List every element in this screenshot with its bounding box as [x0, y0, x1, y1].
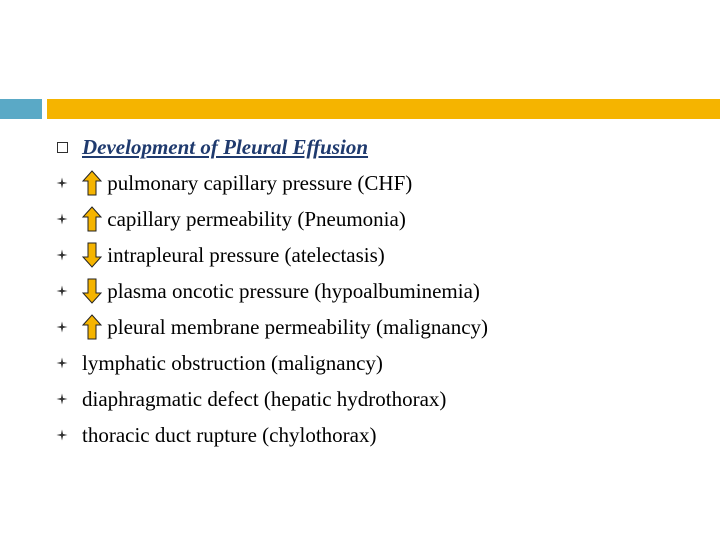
diamond-bullet-icon [50, 382, 74, 416]
list-item-content [82, 238, 385, 272]
heading-row [50, 130, 710, 166]
list-item [50, 346, 710, 382]
list-item [50, 274, 710, 310]
list-item-content [82, 418, 376, 452]
diamond-bullet-icon [50, 202, 74, 236]
slide-heading: Development of Pleural Effusion [82, 135, 369, 159]
list-item-content [82, 382, 446, 416]
diamond-bullet-icon [50, 166, 74, 200]
up-arrow-icon [82, 206, 102, 232]
list-item-content [82, 274, 480, 308]
list-item-label: thoracic duct rupture (chylothorax) [82, 423, 377, 447]
list-item [50, 382, 710, 418]
list-item [50, 166, 710, 202]
list-item-content [82, 202, 406, 236]
items-container [50, 166, 710, 454]
diamond-bullet-icon [50, 238, 74, 272]
bullet-list [50, 130, 710, 454]
diamond-bullet-icon [50, 310, 74, 344]
square-bullet-icon [50, 130, 74, 164]
diamond-bullet-icon [50, 346, 74, 380]
list-item-label: pulmonary capillary pressure (CHF) [107, 171, 413, 195]
diamond-bullet-icon [50, 418, 74, 452]
list-item-label: capillary permeability (Pneumonia) [107, 207, 406, 231]
up-arrow-icon [82, 170, 102, 196]
diamond-bullet-icon [50, 274, 74, 308]
list-item-label: pleural membrane permeability (malignancy) [107, 315, 489, 339]
list-item [50, 238, 710, 274]
list-item-label: intrapleural pressure (atelectasis) [107, 243, 385, 267]
list-item [50, 202, 710, 238]
down-arrow-icon [82, 242, 102, 268]
list-item-content [82, 346, 383, 380]
list-item [50, 310, 710, 346]
list-item-label: plasma oncotic pressure (hypoalbuminemia) [107, 279, 480, 303]
list-item-content [82, 166, 412, 200]
list-item [50, 418, 710, 454]
accent-bar-blue [0, 99, 42, 119]
list-item-content [82, 310, 488, 344]
accent-bar-orange [47, 99, 720, 119]
list-item-label: diaphragmatic defect (hepatic hydrothorax) [82, 387, 447, 411]
up-arrow-icon [82, 314, 102, 340]
list-item-label: lymphatic obstruction (malignancy) [82, 351, 383, 375]
down-arrow-icon [82, 278, 102, 304]
